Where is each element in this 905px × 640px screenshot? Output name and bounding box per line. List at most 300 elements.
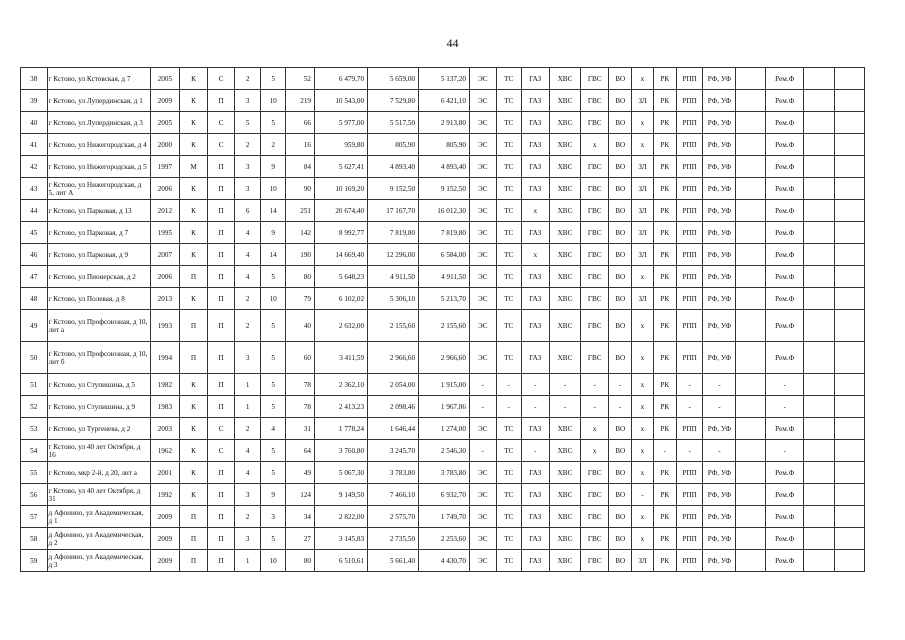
apartments-count: 80 bbox=[286, 550, 315, 572]
address: г Кстово, ул Ступишина, д 9 bbox=[47, 396, 150, 418]
utility-rpp: РПП bbox=[676, 178, 703, 200]
address: г Кстово, ул Парковая, д 9 bbox=[47, 244, 150, 266]
utility-rpp: РПП bbox=[676, 156, 703, 178]
floors-count: 3 bbox=[235, 528, 260, 550]
repair-fund: Рем.Ф bbox=[766, 310, 804, 342]
utility-hvs: ХВС bbox=[549, 200, 581, 222]
blank-cell-2 bbox=[835, 310, 865, 342]
material-code: К bbox=[180, 440, 208, 462]
utility-vo: ВО bbox=[609, 310, 632, 342]
utility-gaz: ГАЗ bbox=[521, 506, 549, 528]
blank-cell-2 bbox=[835, 288, 865, 310]
type-code: П bbox=[207, 462, 235, 484]
residential-area: 6 932,70 bbox=[419, 484, 470, 506]
empty-cell bbox=[736, 90, 766, 112]
utility-zl: ЗЛ bbox=[632, 156, 653, 178]
utility-es: ЭС bbox=[469, 90, 496, 112]
utility-rk: РК bbox=[653, 418, 676, 440]
utility-ts: ТС bbox=[496, 484, 521, 506]
fund-rf-uf: РФ, УФ bbox=[703, 484, 736, 506]
apartments-count: 142 bbox=[286, 222, 315, 244]
utility-vo: ВО bbox=[609, 178, 632, 200]
utility-ts: - bbox=[496, 396, 521, 418]
blank-cell-2 bbox=[835, 462, 865, 484]
empty-cell bbox=[736, 112, 766, 134]
utility-vo: ВО bbox=[609, 418, 632, 440]
repair-fund: Рем.Ф bbox=[766, 112, 804, 134]
repair-fund: Рем.Ф bbox=[766, 90, 804, 112]
utility-hvs: - bbox=[549, 396, 581, 418]
total-area: 8 992,77 bbox=[315, 222, 368, 244]
table-row bbox=[21, 112, 865, 134]
utility-gaz: ГАЗ bbox=[521, 222, 549, 244]
total-area: 14 669,40 bbox=[315, 244, 368, 266]
fund-rf-uf: РФ, УФ bbox=[703, 418, 736, 440]
utility-hvs: ХВС bbox=[549, 418, 581, 440]
blank-cell-1 bbox=[804, 374, 835, 396]
utility-hvs: ХВС bbox=[549, 134, 581, 156]
living-area: 17 167,70 bbox=[368, 200, 419, 222]
build-year: 1982 bbox=[150, 374, 180, 396]
utility-es: ЭС bbox=[469, 68, 496, 90]
utility-es: ЭС bbox=[469, 178, 496, 200]
utility-ts: ТС bbox=[496, 90, 521, 112]
utility-vo: ВО bbox=[609, 440, 632, 462]
living-area: 9 152,50 bbox=[368, 178, 419, 200]
utility-rpp: РПП bbox=[676, 288, 703, 310]
utility-zl: х bbox=[632, 134, 653, 156]
material-code: П bbox=[180, 342, 208, 374]
utility-gvs: х bbox=[581, 418, 609, 440]
utility-hvs: ХВС bbox=[549, 342, 581, 374]
utility-zl: х bbox=[632, 374, 653, 396]
utility-es: - bbox=[469, 374, 496, 396]
build-year: 2005 bbox=[150, 68, 180, 90]
type-code: С bbox=[207, 68, 235, 90]
utility-zl: х bbox=[632, 310, 653, 342]
blank-cell-1 bbox=[804, 462, 835, 484]
table-row bbox=[21, 178, 865, 200]
apartments-count: 124 bbox=[286, 484, 315, 506]
total-area: 6 479,70 bbox=[315, 68, 368, 90]
fund-rf-uf: РФ, УФ bbox=[703, 222, 736, 244]
table-row bbox=[21, 396, 865, 418]
build-year: 2006 bbox=[150, 178, 180, 200]
address: д Афонино, ул Академическая, д 3 bbox=[47, 550, 150, 572]
address: д Афонино, ул Академическая, д 1 bbox=[47, 506, 150, 528]
row-number: 51 bbox=[21, 374, 48, 396]
table-row bbox=[21, 68, 865, 90]
utility-gaz: ГАЗ bbox=[521, 462, 549, 484]
type-code: С bbox=[207, 440, 235, 462]
utility-rk: РК bbox=[653, 288, 676, 310]
repair-fund: Рем.Ф bbox=[766, 68, 804, 90]
residential-area: 2 155,60 bbox=[419, 310, 470, 342]
address: г Кстово, ул Полевая, д 8 bbox=[47, 288, 150, 310]
residential-area: 2 966,60 bbox=[419, 342, 470, 374]
utility-gaz: - bbox=[521, 440, 549, 462]
utility-zl: ЗЛ bbox=[632, 288, 653, 310]
living-area: 2 098,46 bbox=[368, 396, 419, 418]
utility-rk: РК bbox=[653, 68, 676, 90]
apartments-count: 40 bbox=[286, 310, 315, 342]
apartments-count: 49 bbox=[286, 462, 315, 484]
utility-es: ЭС bbox=[469, 288, 496, 310]
utility-es: ЭС bbox=[469, 134, 496, 156]
empty-cell bbox=[736, 528, 766, 550]
utility-es: ЭС bbox=[469, 222, 496, 244]
floors-count: 2 bbox=[235, 68, 260, 90]
living-area: 2 735,50 bbox=[368, 528, 419, 550]
utility-gaz: ГАЗ bbox=[521, 156, 549, 178]
build-year: 1983 bbox=[150, 396, 180, 418]
blank-cell-1 bbox=[804, 396, 835, 418]
repair-fund: Рем.Ф bbox=[766, 550, 804, 572]
utility-rk: РК bbox=[653, 342, 676, 374]
build-year: 2009 bbox=[150, 506, 180, 528]
residential-area: 4 430,70 bbox=[419, 550, 470, 572]
entrances-count: 5 bbox=[260, 342, 285, 374]
residential-area: 1 274,00 bbox=[419, 418, 470, 440]
utility-rpp: РПП bbox=[676, 310, 703, 342]
empty-cell bbox=[736, 374, 766, 396]
table-row bbox=[21, 266, 865, 288]
type-code: П bbox=[207, 528, 235, 550]
utility-vo: ВО bbox=[609, 528, 632, 550]
living-area: 3 783,80 bbox=[368, 462, 419, 484]
fund-rf-uf: РФ, УФ bbox=[703, 178, 736, 200]
empty-cell bbox=[736, 440, 766, 462]
apartments-count: 251 bbox=[286, 200, 315, 222]
utility-vo: ВО bbox=[609, 484, 632, 506]
floors-count: 1 bbox=[235, 550, 260, 572]
entrances-count: 5 bbox=[260, 374, 285, 396]
blank-cell-1 bbox=[804, 112, 835, 134]
material-code: К bbox=[180, 112, 208, 134]
table-row bbox=[21, 310, 865, 342]
table-row bbox=[21, 462, 865, 484]
utility-gvs: ГВС bbox=[581, 200, 609, 222]
material-code: К bbox=[180, 134, 208, 156]
row-number: 38 bbox=[21, 68, 48, 90]
floors-count: 2 bbox=[235, 418, 260, 440]
build-year: 1962 bbox=[150, 440, 180, 462]
utility-ts: ТС bbox=[496, 528, 521, 550]
type-code: С bbox=[207, 418, 235, 440]
empty-cell bbox=[736, 222, 766, 244]
total-area: 2 413,23 bbox=[315, 396, 368, 418]
residential-area: 2 546,30 bbox=[419, 440, 470, 462]
fund-rf-uf: РФ, УФ bbox=[703, 68, 736, 90]
blank-cell-2 bbox=[835, 266, 865, 288]
utility-rk: РК bbox=[653, 374, 676, 396]
utility-rpp: РПП bbox=[676, 528, 703, 550]
blank-cell-1 bbox=[804, 506, 835, 528]
build-year: 2001 bbox=[150, 462, 180, 484]
blank-cell-2 bbox=[835, 244, 865, 266]
empty-cell bbox=[736, 396, 766, 418]
utility-zl: ЗЛ bbox=[632, 244, 653, 266]
row-number: 57 bbox=[21, 506, 48, 528]
material-code: П bbox=[180, 528, 208, 550]
utility-rk: РК bbox=[653, 156, 676, 178]
row-number: 40 bbox=[21, 112, 48, 134]
repair-fund: Рем.Ф bbox=[766, 134, 804, 156]
utility-gvs: ГВС bbox=[581, 506, 609, 528]
fund-rf-uf: РФ, УФ bbox=[703, 90, 736, 112]
address: г Кстово, ул Пионерская, д 2 bbox=[47, 266, 150, 288]
address: г Кстово, ул Парковая, д 7 bbox=[47, 222, 150, 244]
entrances-count: 9 bbox=[260, 484, 285, 506]
apartments-count: 219 bbox=[286, 90, 315, 112]
living-area: 2 054,00 bbox=[368, 374, 419, 396]
build-year: 2012 bbox=[150, 200, 180, 222]
apartments-count: 60 bbox=[286, 342, 315, 374]
residential-area: 7 819,80 bbox=[419, 222, 470, 244]
blank-cell-1 bbox=[804, 200, 835, 222]
total-area: 959,80 bbox=[315, 134, 368, 156]
utility-vo: ВО bbox=[609, 112, 632, 134]
total-area: 2 632,00 bbox=[315, 310, 368, 342]
living-area: 7 529,80 bbox=[368, 90, 419, 112]
utility-es: ЭС bbox=[469, 462, 496, 484]
entrances-count: 4 bbox=[260, 418, 285, 440]
address: г Кстово, ул Тургенева, д 2 bbox=[47, 418, 150, 440]
utility-gvs: х bbox=[581, 440, 609, 462]
type-code: П bbox=[207, 342, 235, 374]
build-year: 2009 bbox=[150, 528, 180, 550]
utility-rpp: - bbox=[676, 440, 703, 462]
floors-count: 2 bbox=[235, 310, 260, 342]
table-row bbox=[21, 222, 865, 244]
total-area: 3 411,59 bbox=[315, 342, 368, 374]
blank-cell-2 bbox=[835, 112, 865, 134]
blank-cell-2 bbox=[835, 374, 865, 396]
utility-hvs: ХВС bbox=[549, 440, 581, 462]
address: г Кстово, ул Профсоюзная, д 10, лит б bbox=[47, 342, 150, 374]
total-area: 1 778,24 bbox=[315, 418, 368, 440]
fund-rf-uf: РФ, УФ bbox=[703, 266, 736, 288]
material-code: К bbox=[180, 396, 208, 418]
entrances-count: 14 bbox=[260, 244, 285, 266]
address: г Кстово, ул Нижегородская, д 5, лит А bbox=[47, 178, 150, 200]
material-code: К bbox=[180, 374, 208, 396]
utility-vo: ВО bbox=[609, 342, 632, 374]
material-code: К bbox=[180, 462, 208, 484]
entrances-count: 5 bbox=[260, 440, 285, 462]
floors-count: 3 bbox=[235, 156, 260, 178]
floors-count: 2 bbox=[235, 288, 260, 310]
row-number: 43 bbox=[21, 178, 48, 200]
utility-vo: ВО bbox=[609, 506, 632, 528]
living-area: 12 296,00 bbox=[368, 244, 419, 266]
utility-rpp: РПП bbox=[676, 266, 703, 288]
total-area: 20 674,40 bbox=[315, 200, 368, 222]
residential-area: 3 783,80 bbox=[419, 462, 470, 484]
utility-rk: РК bbox=[653, 266, 676, 288]
blank-cell-1 bbox=[804, 134, 835, 156]
utility-gaz: ГАЗ bbox=[521, 310, 549, 342]
utility-vo: ВО bbox=[609, 200, 632, 222]
address: г Кстово, ул Лупердинская, д 3 bbox=[47, 112, 150, 134]
residential-area: 805,90 bbox=[419, 134, 470, 156]
utility-ts: ТС bbox=[496, 288, 521, 310]
utility-vo: ВО bbox=[609, 134, 632, 156]
fund-rf-uf: РФ, УФ bbox=[703, 200, 736, 222]
entrances-count: 2 bbox=[260, 134, 285, 156]
entrances-count: 10 bbox=[260, 178, 285, 200]
utility-zl: х bbox=[632, 266, 653, 288]
utility-hvs: ХВС bbox=[549, 288, 581, 310]
total-area: 5 627,41 bbox=[315, 156, 368, 178]
utility-vo: ВО bbox=[609, 68, 632, 90]
utility-hvs: ХВС bbox=[549, 68, 581, 90]
build-year: 1992 bbox=[150, 484, 180, 506]
utility-rpp: РПП bbox=[676, 68, 703, 90]
utility-rk: РК bbox=[653, 396, 676, 418]
utility-es: ЭС bbox=[469, 310, 496, 342]
utility-vo: ВО bbox=[609, 550, 632, 572]
type-code: П bbox=[207, 550, 235, 572]
repair-fund: Рем.Ф bbox=[766, 266, 804, 288]
repair-fund: - bbox=[766, 440, 804, 462]
utility-gvs: ГВС bbox=[581, 266, 609, 288]
table-row bbox=[21, 342, 865, 374]
empty-cell bbox=[736, 418, 766, 440]
utility-rpp: РПП bbox=[676, 462, 703, 484]
utility-rk: РК bbox=[653, 310, 676, 342]
utility-gvs: ГВС bbox=[581, 550, 609, 572]
empty-cell bbox=[736, 506, 766, 528]
utility-gvs: ГВС bbox=[581, 288, 609, 310]
utility-rk: РК bbox=[653, 222, 676, 244]
total-area: 2 362,10 bbox=[315, 374, 368, 396]
blank-cell-2 bbox=[835, 90, 865, 112]
utility-rk: - bbox=[653, 440, 676, 462]
fund-rf-uf: РФ, УФ bbox=[703, 156, 736, 178]
utility-zl: х bbox=[632, 112, 653, 134]
residential-area: 9 152,50 bbox=[419, 178, 470, 200]
utility-hvs: ХВС bbox=[549, 90, 581, 112]
residential-area: 2 253,60 bbox=[419, 528, 470, 550]
utility-zl: х bbox=[632, 68, 653, 90]
repair-fund: Рем.Ф bbox=[766, 200, 804, 222]
apartments-count: 78 bbox=[286, 374, 315, 396]
type-code: П bbox=[207, 374, 235, 396]
material-code: К bbox=[180, 244, 208, 266]
address: г Кстово, ул Нижегородская, д 5 bbox=[47, 156, 150, 178]
repair-fund: Рем.Ф bbox=[766, 288, 804, 310]
table-row bbox=[21, 90, 865, 112]
utility-gvs: ГВС bbox=[581, 310, 609, 342]
floors-count: 6 bbox=[235, 200, 260, 222]
utility-zl: х bbox=[632, 462, 653, 484]
utility-gvs: х bbox=[581, 134, 609, 156]
build-year: 1994 bbox=[150, 342, 180, 374]
build-year: 2000 bbox=[150, 134, 180, 156]
utility-zl: ЗЛ bbox=[632, 90, 653, 112]
utility-zl: - bbox=[632, 484, 653, 506]
utility-gvs: ГВС bbox=[581, 528, 609, 550]
utility-rpp: РПП bbox=[676, 90, 703, 112]
utility-gaz: ГАЗ bbox=[521, 134, 549, 156]
floors-count: 1 bbox=[235, 374, 260, 396]
utility-rpp: РПП bbox=[676, 134, 703, 156]
utility-es: ЭС bbox=[469, 266, 496, 288]
apartments-count: 52 bbox=[286, 68, 315, 90]
type-code: П bbox=[207, 200, 235, 222]
type-code: П bbox=[207, 288, 235, 310]
address: г Кстово, ул Ступишина, д 5 bbox=[47, 374, 150, 396]
apartments-count: 64 bbox=[286, 440, 315, 462]
empty-cell bbox=[736, 200, 766, 222]
living-area: 4 893,40 bbox=[368, 156, 419, 178]
utility-hvs: ХВС bbox=[549, 178, 581, 200]
residential-area: 6 421,10 bbox=[419, 90, 470, 112]
utility-ts: ТС bbox=[496, 178, 521, 200]
total-area: 10 169,20 bbox=[315, 178, 368, 200]
utility-rpp: РПП bbox=[676, 550, 703, 572]
address: г Кстово, ул Лупердинская, д 1 bbox=[47, 90, 150, 112]
utility-ts: ТС bbox=[496, 310, 521, 342]
material-code: К bbox=[180, 222, 208, 244]
blank-cell-1 bbox=[804, 310, 835, 342]
row-number: 46 bbox=[21, 244, 48, 266]
floors-count: 3 bbox=[235, 178, 260, 200]
material-code: М bbox=[180, 156, 208, 178]
utility-gvs: ГВС bbox=[581, 68, 609, 90]
material-code: К bbox=[180, 68, 208, 90]
fund-rf-uf: РФ, УФ bbox=[703, 342, 736, 374]
utility-ts: ТС bbox=[496, 342, 521, 374]
material-code: К bbox=[180, 178, 208, 200]
table-row bbox=[21, 374, 865, 396]
type-code: П bbox=[207, 310, 235, 342]
page-number: 44 bbox=[446, 36, 459, 50]
address: г Кстово, ул Парковая, д 13 bbox=[47, 200, 150, 222]
living-area: 2 575,70 bbox=[368, 506, 419, 528]
table-row bbox=[21, 484, 865, 506]
repair-fund: Рем.Ф bbox=[766, 222, 804, 244]
blank-cell-2 bbox=[835, 222, 865, 244]
blank-cell-2 bbox=[835, 418, 865, 440]
fund-rf-uf: РФ, УФ bbox=[703, 288, 736, 310]
residential-area: 4 893,40 bbox=[419, 156, 470, 178]
utility-ts: ТС bbox=[496, 156, 521, 178]
blank-cell-1 bbox=[804, 550, 835, 572]
build-year: 2006 bbox=[150, 266, 180, 288]
utility-gaz: ГАЗ bbox=[521, 550, 549, 572]
address: г Кстово, ул Нижегородская, д 4 bbox=[47, 134, 150, 156]
apartments-count: 84 bbox=[286, 156, 315, 178]
utility-gvs: ГВС bbox=[581, 112, 609, 134]
living-area: 7 466,10 bbox=[368, 484, 419, 506]
row-number: 45 bbox=[21, 222, 48, 244]
fund-rf-uf: РФ, УФ bbox=[703, 550, 736, 572]
utility-es: ЭС bbox=[469, 550, 496, 572]
utility-ts: ТС bbox=[496, 200, 521, 222]
empty-cell bbox=[736, 310, 766, 342]
empty-cell bbox=[736, 134, 766, 156]
utility-es: ЭС bbox=[469, 200, 496, 222]
living-area: 805,90 bbox=[368, 134, 419, 156]
floors-count: 4 bbox=[235, 244, 260, 266]
blank-cell-1 bbox=[804, 156, 835, 178]
living-area: 7 819,80 bbox=[368, 222, 419, 244]
build-year: 1997 bbox=[150, 156, 180, 178]
table-row bbox=[21, 244, 865, 266]
utility-gaz: ГАЗ bbox=[521, 342, 549, 374]
